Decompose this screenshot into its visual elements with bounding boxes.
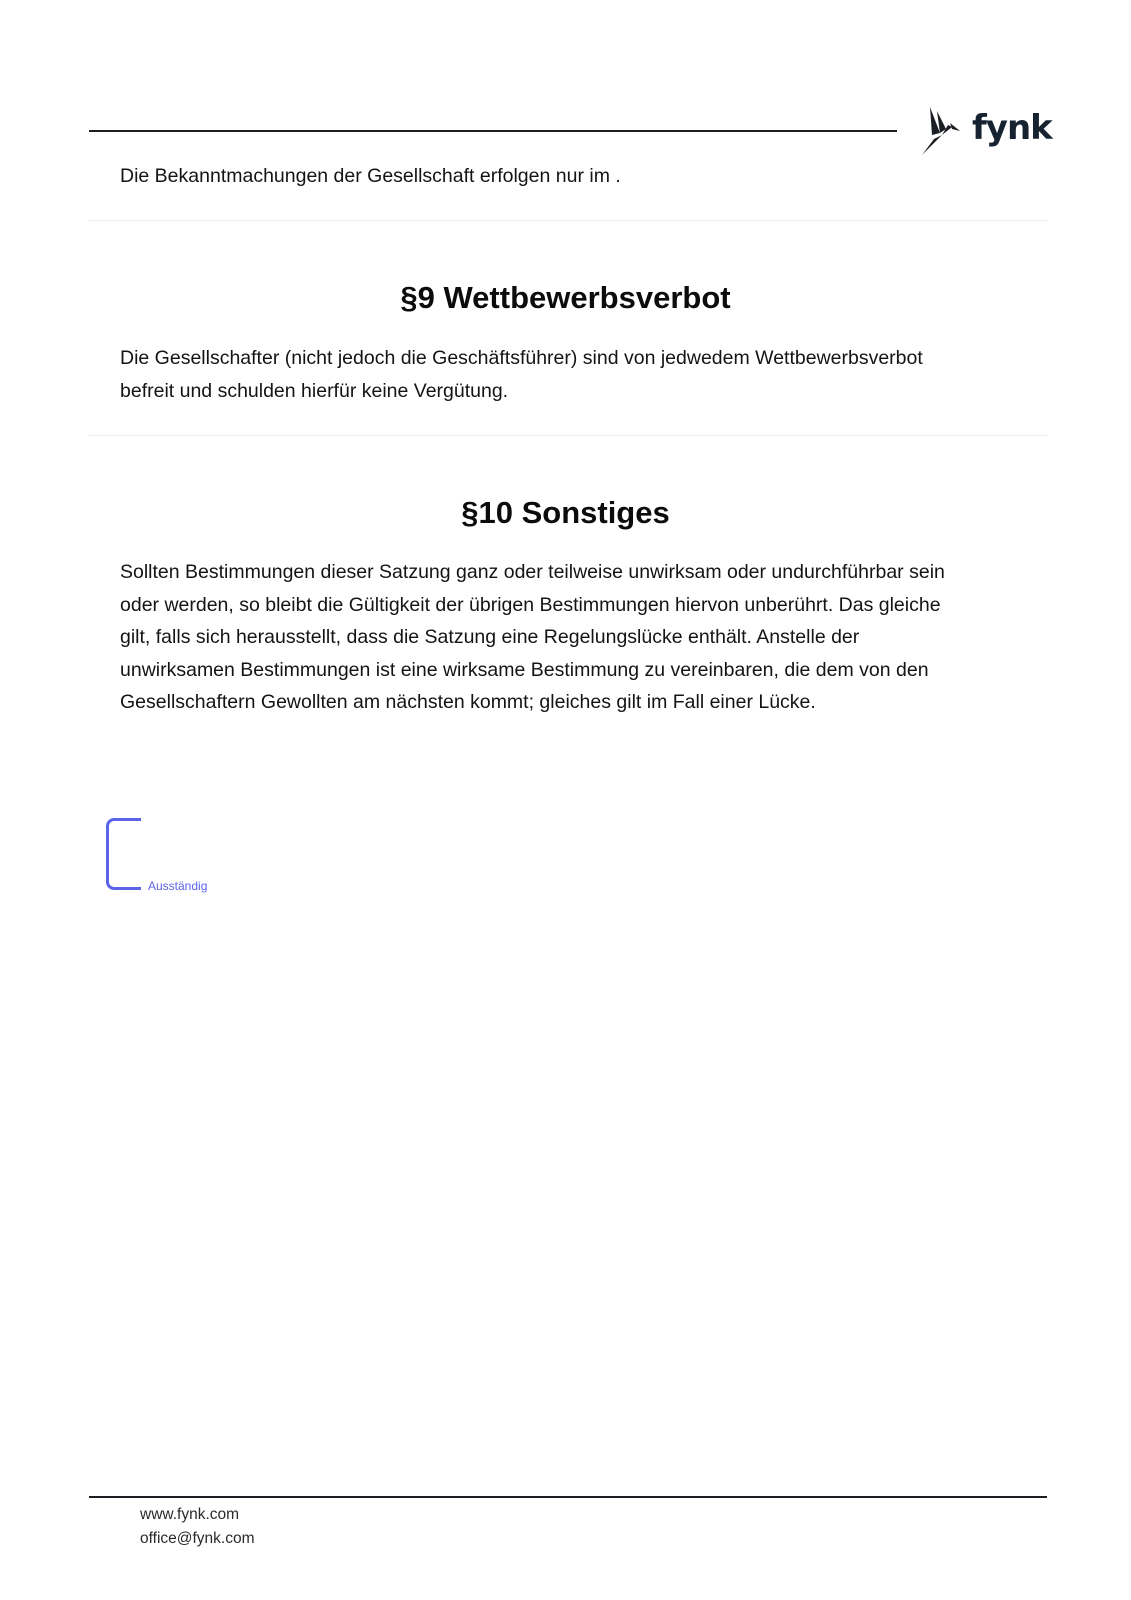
text-line: Gesellschaftern Gewollten am nächsten kommt; gleiches gilt im Fall einer Lücke. [120, 691, 816, 713]
section-9-body [120, 342, 923, 407]
intro-paragraph: Die Bekanntmachungen der Gesellschaft erfolgen nur im . [120, 165, 621, 187]
section-divider [89, 435, 1047, 436]
text-line: befreit und schulden hierfür keine Vergütung. [120, 379, 509, 402]
signature-placeholder[interactable] [106, 818, 141, 890]
text-line: oder werden, so bleibt die Gültigkeit der übrigen Bestimmungen hiervon unberührt. Das gleiche [120, 593, 941, 616]
footer-rule [89, 1496, 1047, 1498]
brand-name: fynk [972, 108, 1052, 148]
text-line: Die Gesellschafter (nicht jedoch die Geschäftsführer) sind von jedwedem Wettbewerbsverbot [120, 347, 923, 369]
text-line: Sollten Bestimmungen dieser Satzung ganz oder teilweise unwirksam oder undurchführbar sein [120, 561, 945, 583]
section-9-title: §9 Wettbewerbsverbot [400, 280, 731, 315]
footer-website[interactable]: www.fynk.com [140, 1506, 240, 1523]
text-line: gilt, falls sich herausstellt, dass die Satzung eine Regelungslücke enthält. Anstelle der [120, 626, 860, 648]
section-divider [89, 220, 1047, 221]
footer-email[interactable]: office@fynk.com [140, 1530, 255, 1547]
section-10-body [120, 556, 945, 719]
brand-logo [920, 105, 1052, 157]
text-line: unwirksamen Bestimmungen ist eine wirksame Bestimmung zu vereinbaren, die dem von den [120, 658, 929, 681]
signature-status: Ausständig [148, 879, 208, 893]
bird-logo-icon [920, 105, 970, 157]
section-10-title: §10 Sonstiges [461, 495, 670, 530]
header-rule [89, 130, 897, 132]
